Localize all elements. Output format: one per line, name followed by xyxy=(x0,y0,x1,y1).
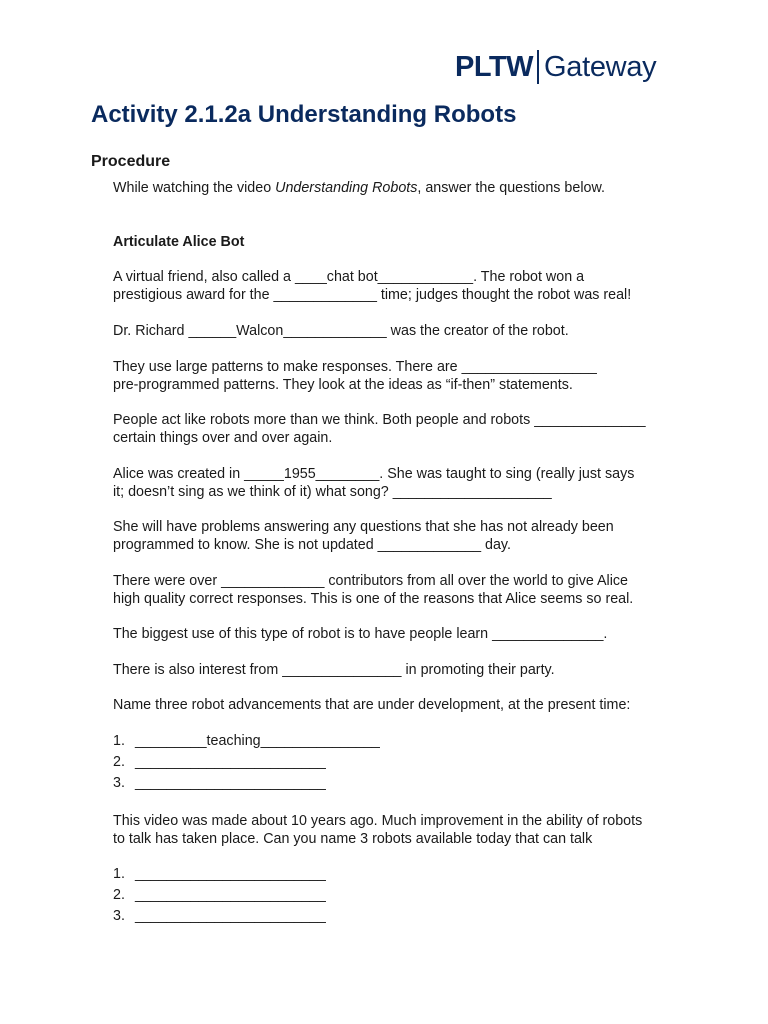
answer-blank: ________________________ xyxy=(135,775,326,791)
question-line: There is also interest from _______________ in promoting their party. xyxy=(113,662,555,678)
intro-after: , answer the questions below. xyxy=(417,180,605,196)
answer-blank: ________________________ xyxy=(135,754,326,770)
page-title: Activity 2.1.2a Understanding Robots xyxy=(91,101,517,128)
intro-before: While watching the video xyxy=(113,180,276,196)
question-line: certain things over and over again. xyxy=(113,430,333,446)
list-number: 1. xyxy=(113,733,125,749)
question-line: prestigious award for the _____________ time; judges thought the robot was real! xyxy=(113,287,632,303)
answer-blank: ________________________ xyxy=(135,887,326,903)
list-number: 1. xyxy=(113,866,125,882)
question-line: high quality correct responses. This is one of the reasons that Alice seems so real. xyxy=(113,591,634,607)
answer-blank: ________________________ xyxy=(135,866,326,882)
list-number: 3. xyxy=(113,908,125,924)
subheading: Articulate Alice Bot xyxy=(113,234,245,250)
question-line: They use large patterns to make responses. There are _________________ xyxy=(113,359,597,375)
question-line: to talk has taken place. Can you name 3 robots available today that can talk xyxy=(113,831,593,847)
question-line: Dr. Richard ______Walcon_____________ was the creator of the robot. xyxy=(113,323,569,339)
logo-brand: PLTW xyxy=(455,50,533,83)
question-line: This video was made about 10 years ago. Much improvement in the ability of robots xyxy=(113,813,643,829)
question-line: it; doesn’t sing as we think of it) what song? ____________________ xyxy=(113,484,552,500)
question-line: The biggest use of this type of robot is to have people learn ______________. xyxy=(113,626,608,642)
intro-text xyxy=(113,179,605,197)
question-line: People act like robots more than we think. Both people and robots ______________ xyxy=(113,412,646,428)
question-line: Alice was created in _____1955________. She was taught to sing (really just says xyxy=(113,466,635,482)
pltw-gateway-logo xyxy=(455,47,656,87)
video-title: Understanding Robots xyxy=(275,180,418,196)
question-line: There were over _____________ contributors from all over the world to give Alice xyxy=(113,573,628,589)
logo-divider xyxy=(537,50,539,84)
list-number: 2. xyxy=(113,754,125,770)
question-line: A virtual friend, also called a ____chat bot____________. The robot won a xyxy=(113,269,585,285)
list-number: 3. xyxy=(113,775,125,791)
section-heading: Procedure xyxy=(91,153,171,170)
question-line: She will have problems answering any questions that she has not already been xyxy=(113,519,614,535)
answer-blank: ________________________ xyxy=(135,908,326,924)
list-number: 2. xyxy=(113,887,125,903)
question-line: Name three robot advancements that are under development, at the present time: xyxy=(113,697,631,713)
logo-product: Gateway xyxy=(544,50,657,83)
question-line: pre-programmed patterns. They look at the ideas as “if-then” statements. xyxy=(113,377,573,393)
answer-blank: _________teaching_______________ xyxy=(135,733,380,749)
question-line: programmed to know. She is not updated _____________ day. xyxy=(113,537,511,553)
